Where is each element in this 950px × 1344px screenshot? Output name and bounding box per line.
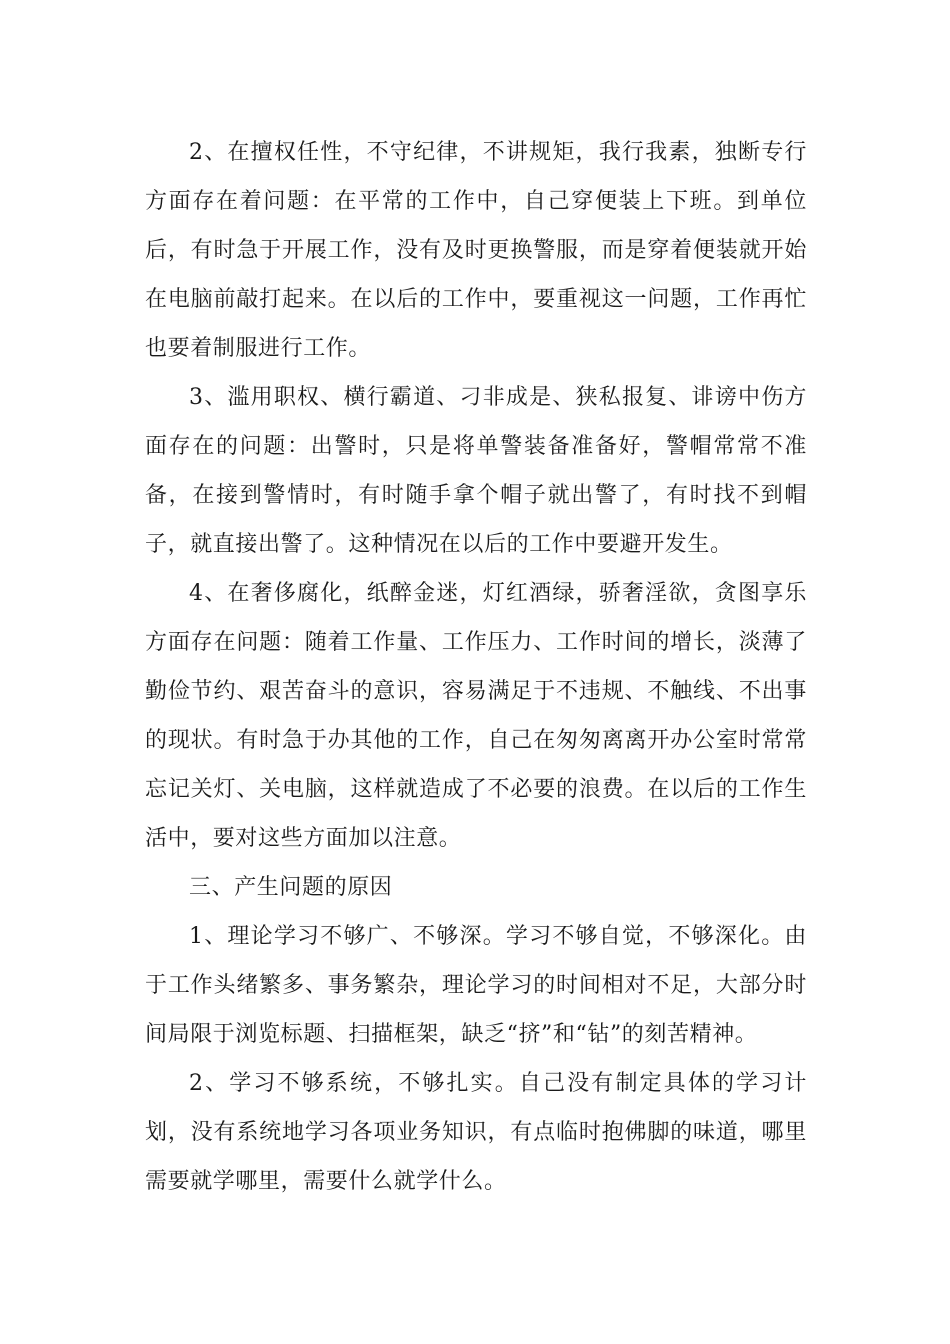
paragraph-point-4-extravagance: 4、在奢侈腐化，纸醉金迷，灯红酒绿，骄奢淫欲，贪图享乐方面存在问题：随着工作量、工作压力、工作时间的增长，淡薄了勤俭节约、艰苦奋斗的意识，容易满足于不违规、不触线、不出事的现状。有时急于办其他的工作，自己在匆匆离离开办公室时常常忘记关灯、关电脑，这样就造成了不必要的浪费。在以后的工作生活中，要对这些方面加以注意。 bbox=[145, 581, 807, 851]
paragraph-point-3-abuse-of-power: 3、滥用职权、横行霸道、刁非成是、狭私报复、诽谤中伤方面存在的问题：出警时，只是将单警装备准备好，警帽常常不准备，在接到警情时，有时随手拿个帽子就出警了，有时找不到帽子，就直接出警了。这种情况在以后的工作中要避开发生。 bbox=[145, 385, 807, 557]
section-heading-causes: 三、产生问题的原因 bbox=[189, 875, 393, 900]
document-body bbox=[145, 128, 807, 1206]
paragraph-point-2-discipline: 2、在擅权任性，不守纪律，不讲规矩，我行我素，独断专行方面存在着问题：在平常的工作中，自己穿便装上下班。到单位后，有时急于开展工作，没有及时更换警服，而是穿着便装就开始在电脑前敲打起来。在以后的工作中，要重视这一问题，工作再忙也要着制服进行工作。 bbox=[145, 140, 807, 361]
paragraph-cause-2-systematic-study: 2、学习不够系统，不够扎实。自己没有制定具体的学习计划，没有系统地学习各项业务知识，有点临时抱佛脚的味道，哪里需要就学哪里，需要什么就学什么。 bbox=[145, 1071, 807, 1194]
paragraph-cause-1-theory-study: 1、理论学习不够广、不够深。学习不够自觉，不够深化。由于工作头绪繁多、事务繁杂，理论学习的时间相对不足，大部分时间局限于浏览标题、扫描框架，缺乏“挤”和“钻”的刻苦精神。 bbox=[145, 924, 807, 1047]
